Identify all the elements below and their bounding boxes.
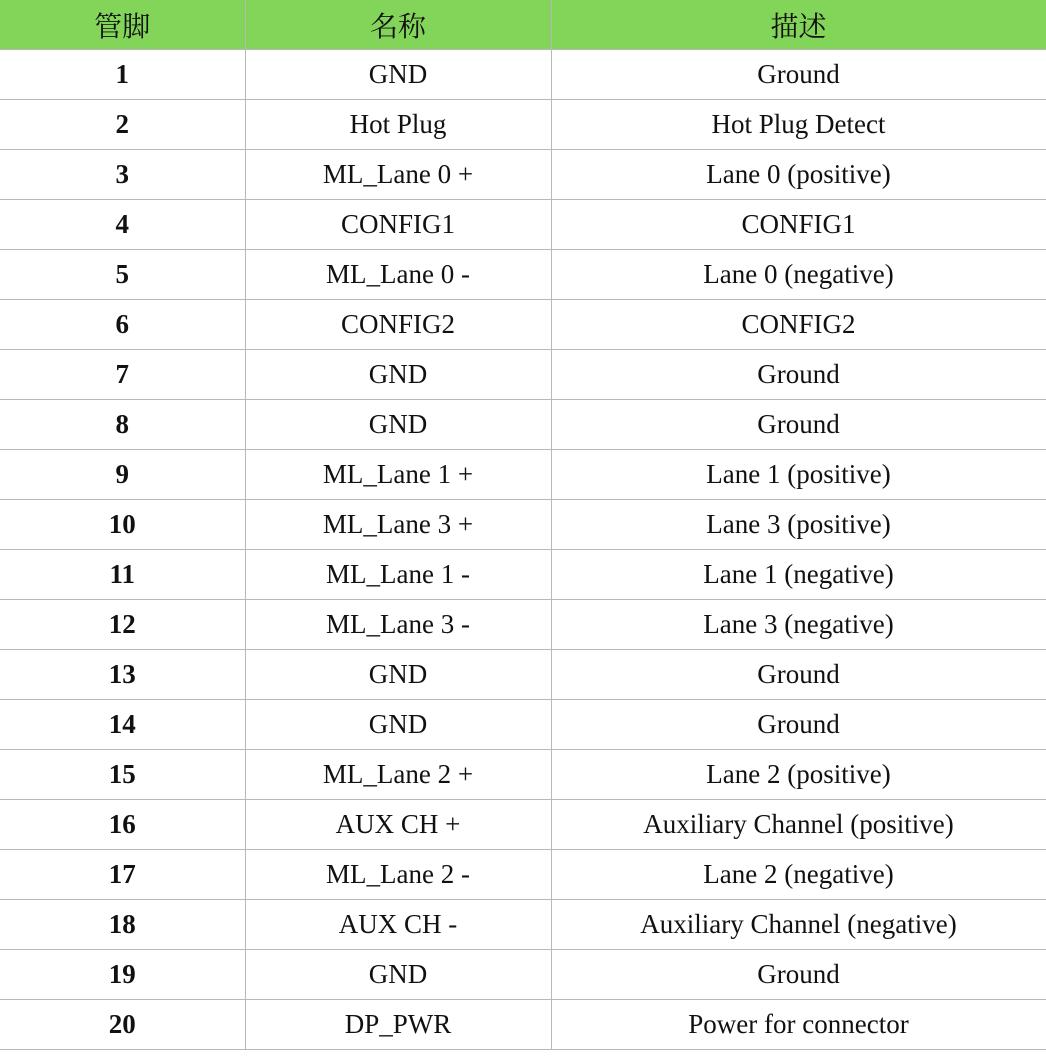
name-cell: GND (245, 950, 551, 1000)
pin-cell: 10 (0, 500, 245, 550)
pin-cell: 9 (0, 450, 245, 500)
table-row (0, 500, 1046, 550)
pin-cell: 11 (0, 550, 245, 600)
name-cell: GND (245, 50, 551, 100)
description-cell: Lane 3 (positive) (551, 500, 1046, 550)
table-row (0, 850, 1046, 900)
description-cell: Power for connector (551, 1000, 1046, 1050)
name-cell: AUX CH - (245, 900, 551, 950)
description-cell: Hot Plug Detect (551, 100, 1046, 150)
pin-cell: 19 (0, 950, 245, 1000)
description-cell: Ground (551, 350, 1046, 400)
pin-cell: 1 (0, 50, 245, 100)
pin-cell: 18 (0, 900, 245, 950)
name-cell: ML_Lane 0 + (245, 150, 551, 200)
table-row (0, 800, 1046, 850)
header-name: 名称 (245, 0, 551, 50)
description-cell: Auxiliary Channel (positive) (551, 800, 1046, 850)
description-cell: Lane 0 (positive) (551, 150, 1046, 200)
table-row (0, 750, 1046, 800)
pin-cell: 7 (0, 350, 245, 400)
pin-cell: 13 (0, 650, 245, 700)
name-cell: ML_Lane 1 - (245, 550, 551, 600)
table-row (0, 300, 1046, 350)
description-cell: Lane 2 (negative) (551, 850, 1046, 900)
name-cell: ML_Lane 2 - (245, 850, 551, 900)
table-row (0, 650, 1046, 700)
description-cell: CONFIG2 (551, 300, 1046, 350)
name-cell: ML_Lane 3 + (245, 500, 551, 550)
table-row (0, 350, 1046, 400)
description-cell: Lane 1 (positive) (551, 450, 1046, 500)
pin-cell: 14 (0, 700, 245, 750)
header-pin: 管脚 (0, 0, 245, 50)
description-cell: Ground (551, 650, 1046, 700)
description-cell: Lane 2 (positive) (551, 750, 1046, 800)
description-cell: Auxiliary Channel (negative) (551, 900, 1046, 950)
name-cell: ML_Lane 2 + (245, 750, 551, 800)
table-row (0, 450, 1046, 500)
table-row (0, 250, 1046, 300)
name-cell: Hot Plug (245, 100, 551, 150)
header-description: 描述 (551, 0, 1046, 50)
name-cell: GND (245, 350, 551, 400)
pin-cell: 12 (0, 600, 245, 650)
table-row (0, 600, 1046, 650)
pin-cell: 4 (0, 200, 245, 250)
table-row (0, 950, 1046, 1000)
table-row (0, 200, 1046, 250)
name-cell: ML_Lane 0 - (245, 250, 551, 300)
description-cell: Ground (551, 400, 1046, 450)
name-cell: CONFIG2 (245, 300, 551, 350)
table-row (0, 550, 1046, 600)
table-row (0, 700, 1046, 750)
table-row (0, 50, 1046, 100)
name-cell: CONFIG1 (245, 200, 551, 250)
pin-cell: 6 (0, 300, 245, 350)
name-cell: GND (245, 650, 551, 700)
description-cell: Ground (551, 50, 1046, 100)
pin-cell: 15 (0, 750, 245, 800)
description-cell: Lane 0 (negative) (551, 250, 1046, 300)
description-cell: Ground (551, 700, 1046, 750)
pin-cell: 3 (0, 150, 245, 200)
description-cell: Lane 3 (negative) (551, 600, 1046, 650)
name-cell: ML_Lane 1 + (245, 450, 551, 500)
name-cell: AUX CH + (245, 800, 551, 850)
table-row (0, 100, 1046, 150)
header-row (0, 0, 1046, 50)
table-row (0, 400, 1046, 450)
pin-cell: 8 (0, 400, 245, 450)
pin-cell: 20 (0, 1000, 245, 1050)
description-cell: Lane 1 (negative) (551, 550, 1046, 600)
name-cell: GND (245, 400, 551, 450)
table-row (0, 150, 1046, 200)
name-cell: DP_PWR (245, 1000, 551, 1050)
table-row (0, 1000, 1046, 1050)
pin-cell: 16 (0, 800, 245, 850)
pin-cell: 17 (0, 850, 245, 900)
description-cell: CONFIG1 (551, 200, 1046, 250)
description-cell: Ground (551, 950, 1046, 1000)
pin-cell: 5 (0, 250, 245, 300)
name-cell: GND (245, 700, 551, 750)
name-cell: ML_Lane 3 - (245, 600, 551, 650)
pin-cell: 2 (0, 100, 245, 150)
table-row (0, 900, 1046, 950)
